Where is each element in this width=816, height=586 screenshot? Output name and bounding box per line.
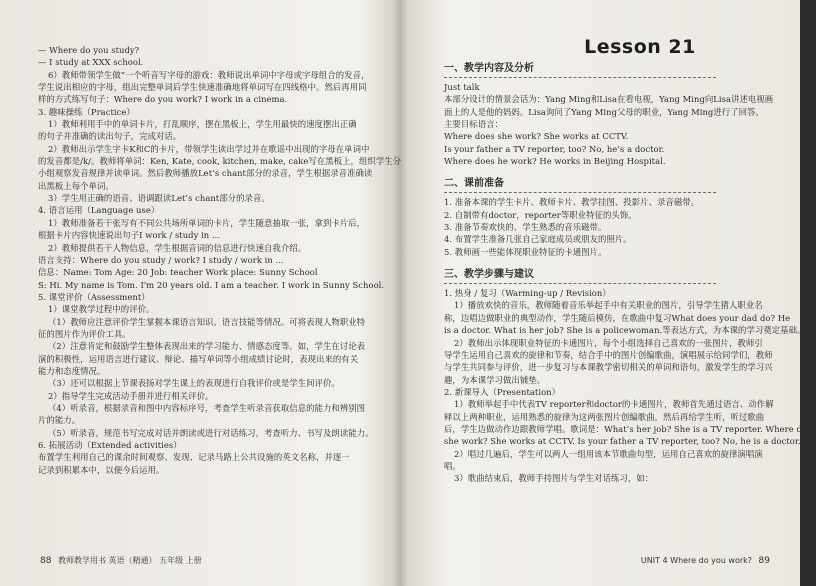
text-line: 演的积极性，运用语言进行建议、辩论、描写单词等小组成绩讨论时，表现出来的有关 [38, 353, 359, 364]
text-line: is a doctor. What is her job? She is a policewoman.等表达方式，为本课的学习奠定基础。 [444, 325, 806, 336]
text-line: 趣，为本课学习做出铺垫。 [444, 374, 546, 385]
text-line: （5）听录音，规范书写完成对话并朗读或进行对话练习，考查听力、书写及朗读能力。 [48, 427, 374, 438]
section-rule [444, 283, 716, 284]
text-line: 学生说出相应的字母，组出完整单词后学生快速准确地将单词写在四线格中。然后再用同 [38, 82, 367, 93]
text-line: 5. 教师画一些能体现职业特征的卡通图片。 [444, 246, 607, 257]
text-line: 导学生运用自己喜欢的旋律和节奏，结合手中的图片创编歌曲，演唱展示给同学们，教师 [444, 349, 773, 360]
section-preparation-body [444, 196, 776, 258]
text-line: 6）教师带领学生做“一个听音写字母的游戏：教师说出单词中字母或字母组合的发音， [48, 69, 370, 80]
text-line: 语言支持：Where do you study / work? I study / work in ... [38, 254, 284, 265]
text-line: 根据卡片内容快速说出句子I work / study in ... [38, 230, 221, 241]
text-line: Just talk [444, 82, 480, 92]
text-line: 的句子并准确的读出句子，完成对话。 [38, 131, 182, 142]
text-line: （3）还可以根据上节课表扬对学生课上的表现进行自我评价或是学生间评价。 [48, 378, 340, 389]
text-line: 征的图片作为评价工具。 [38, 328, 131, 339]
left-page-footer [36, 555, 202, 566]
text-line: 样的方式练写句子：Where do you work? I work in a cinema. [38, 94, 288, 105]
text-line: 2. 自制带有doctor，reporter等职业特征的头饰。 [444, 209, 637, 220]
right-page-footer [641, 556, 774, 566]
text-line: S: Hi. My name is Tom. I'm 20 years old. I am a teacher. I work in Sunny School. [38, 279, 385, 290]
right-page-number: 89 [758, 556, 770, 566]
text-line: （1）教师应注意评价学生掌握本课语言知识、语言技能等情况。可将表现人物职业特 [48, 316, 366, 327]
section-heading-steps: 三、教学步骤与建议 [444, 269, 534, 281]
section-steps-body [444, 287, 816, 485]
text-line: — I study at XXX school. [38, 57, 144, 68]
left-page-body [38, 44, 402, 476]
unit-label: UNIT 4 [640, 556, 668, 565]
text-line: 4. 布置学生准备几张自己家庭成员或朋友的照片。 [444, 234, 632, 245]
text-line: she work? She works at CCTV. Is your father a TV reporter, too? No, he is a doctor. [444, 436, 801, 447]
text-line: 1. 准备本课的学生卡片、教师卡片、教学挂图、投影片、录音磁带。 [444, 197, 700, 208]
text-line: 面上的人是他的妈妈。Lisa询问了Yang Ming父母的职业，Yang Ming进行了回答。 [444, 106, 764, 117]
text-line: Is your father a TV reporter, too? No, he’s a doctor. [444, 143, 665, 154]
text-line: Where does she work? She works at CCTV. [444, 131, 629, 142]
text-line: 3. 趣味操练（Practice） [38, 106, 135, 117]
text-line: 2）教师提供若干人物信息，学生根据音词的信息进行快速自我介绍。 [48, 242, 307, 253]
text-line: 2. 新课导入（Presentation） [444, 386, 561, 397]
text-line: 1）播放欢快的音乐，教师随着音乐举起手中有关职业的图片，引导学生猜人职业名 [454, 300, 763, 311]
text-line: 的发音都是/k/。教师将单词：Ken, Kate, cook, kitchen, make, cake写在黑板上，组织学生分 [38, 156, 402, 167]
text-line: 布置学生利用自己的课余时间观察、发现、记录马路上公共设施的英文名称，并逐一 [38, 452, 350, 463]
text-line: 称，边唱边做职业的典型动作，学生随后模仿，在歌曲中复习What does your dad do? He [444, 312, 791, 323]
text-line: 小组观察发音规律并读单词。然后教师播放Let’s chant部分的录音，学生根据录音准确读 [38, 168, 373, 179]
text-line: 1）课堂教学过程中的评价。 [48, 304, 155, 315]
text-line: — Where do you study? [38, 45, 140, 55]
text-line: 4. 语言运用（Language use） [38, 205, 160, 216]
text-line: 片的能力。 [38, 415, 81, 426]
text-line: 5. 课堂评价（Assessment） [38, 291, 150, 302]
section-heading-content: 一、教学内容及分析 [444, 63, 534, 74]
text-line: （4）听录音，根据录音和图中内容标序号，考查学生听录音获取信息的能力和辨别图 [48, 402, 366, 413]
section-rule [444, 192, 716, 193]
section-heading-preparation: 二、课前准备 [444, 178, 504, 190]
text-line: 释以上两种职业，运用熟悉的旋律为这两张图片创编歌曲，然后再给学生听，听过歌曲 [444, 411, 765, 422]
left-page [0, 0, 402, 586]
text-line: 2）指导学生完成活动手册并进行相关评价。 [48, 390, 214, 401]
lesson-title: Lesson 21 [584, 36, 696, 58]
text-line: 3）歌曲结束后，教师手持图片与学生对话练习，如： [454, 473, 654, 484]
text-line: 出黑板上每个单词。 [38, 180, 114, 191]
text-line: 唱。 [444, 460, 461, 471]
right-page [402, 0, 816, 586]
text-line: 3）学生用正确的语音、语调跟读Let’s chant部分的录音。 [48, 193, 270, 204]
text-line: 本部分设计的情景会话为：Yang Ming和Lisa在看电视，Yang Ming向Lisa讲述电视画 [444, 94, 774, 105]
text-line: 3. 准备节奏欢快的、学生熟悉的音乐磁带。 [444, 222, 607, 233]
text-line: 2）教师出示体现职业特征的卡通图片，每个小组选择自己喜欢的一张图片，教师引 [454, 337, 763, 348]
section-rule [444, 77, 716, 78]
left-page-footer-text: 教师教学用书 英语（精通） 五年级 上册 [58, 556, 202, 565]
text-line: 后，学生边做动作边跟教师学唱。歌词是：What’s her job? She is a TV reporter. Where does [444, 423, 816, 434]
text-line: 与学生共同参与评价，进一步复习与本课教学密切相关的单词和语句，激发学生的学习兴 [444, 362, 773, 373]
text-line: 2）教师出示学生字卡K和C的卡片，带领学生读出学过并在歌谣中出现的字母在单词中 [48, 143, 370, 154]
text-line: 1）教师准备若干张写有不同公共场所单词的卡片，学生随意抽取一张，拿到卡片后， [48, 217, 366, 228]
text-line: 1）教师举起手中代表TV reporter和doctor的卡通图片，教师首先通过语言、动作解 [454, 399, 774, 410]
text-line: 2）唱过几遍后，学生可以两人一组用该本节歌曲句型，运用自己喜欢的旋律演唱演 [454, 448, 763, 459]
unit-title: Where do you work? [670, 556, 752, 565]
section-content-body [444, 81, 776, 167]
left-page-number: 88 [40, 556, 52, 566]
text-line: 信息：Name: Tom Age: 20 Job: teacher Work place: Sunny School [38, 267, 318, 278]
text-line: Where does he work? He works in Beijing Hospital. [444, 156, 666, 167]
text-line: 记录到积累本中，以便今后运用。 [38, 464, 165, 475]
text-line: 6. 拓展活动（Extended activities） [38, 440, 182, 450]
text-line: 1）教师利用手中的单词卡片，打乱顺序，摆在黑板上，学生用最快的速度摆出正确 [48, 119, 357, 130]
text-line: （2）注意肯定和鼓励学生整体表现出来的学习能力、情感态度等。如，学生在讨论表 [48, 341, 366, 352]
text-line: 1. 热身 / 复习（Warming-up / Revision） [444, 288, 611, 299]
text-line: 主要目标语言： [444, 119, 503, 130]
text-line: 能力和态度情况。 [38, 365, 106, 376]
